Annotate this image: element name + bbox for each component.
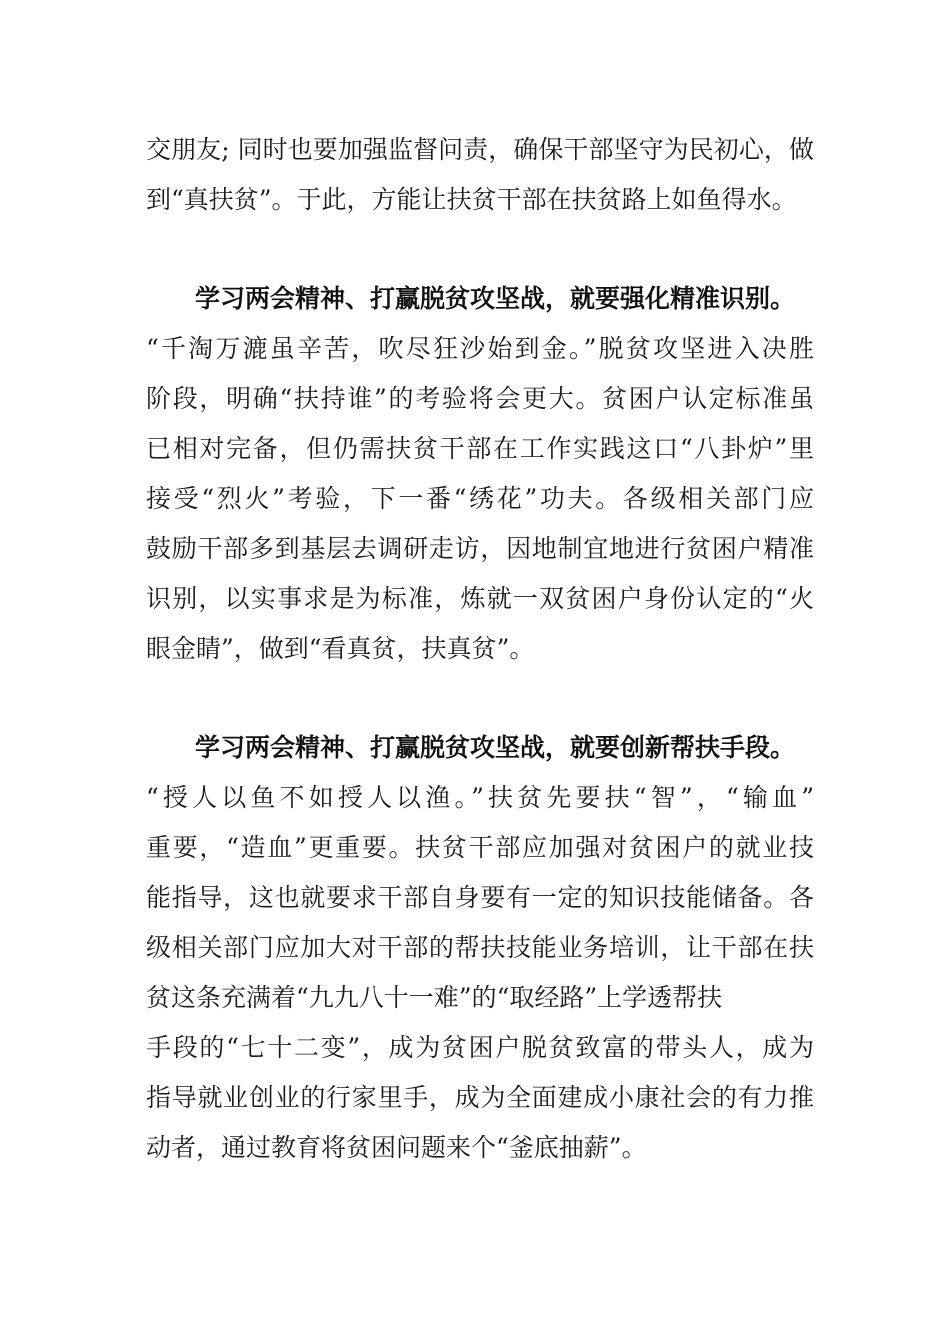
section-1-line-6: 识别，以实事求是为标准，炼就一双贫困户身份认定的“火 [146,584,814,613]
section-2-line-1: “授人以鱼不如授人以渔。”扶贫先要扶“智”，“输血” [146,783,814,812]
paragraph-1-line-1: 交朋友; 同时也要加强监督问责，确保干部坚守为民初心，做 [146,135,814,164]
section-2-line-8: 动者，通过教育将贫困问题来个“釜底抽薪”。 [146,1133,647,1162]
section-2-line-3: 能指导，这也就要求干部自身要有一定的知识技能储备。各 [146,883,814,912]
section-2-line-7: 指导就业创业的行家里手，成为全面建成小康社会的有力推 [146,1083,814,1112]
section-2-heading: 学习两会精神、打赢脱贫攻坚战，就要创新帮扶手段。 [195,733,796,762]
section-2-line-4: 级相关部门应加大对干部的帮扶技能业务培训，让干部在扶 [146,933,814,962]
section-2-line-5: 贫这条充满着“九九八十一难”的“取经路”上学透帮扶 [146,983,723,1012]
section-1-line-2: 阶段，明确“扶持谁”的考验将会更大。贫困户认定标准虽 [146,384,814,413]
section-1-heading: 学习两会精神、打赢脱贫攻坚战，就要强化精准识别。 [195,284,796,313]
paragraph-1-line-2: 到“真扶贫”。于此，方能让扶贫干部在扶贫路上如鱼得水。 [146,185,797,214]
section-1-line-3: 已相对完备，但仍需扶贫干部在工作实践这口“八卦炉”里 [146,434,814,463]
section-1-line-5: 鼓励干部多到基层去调研走访，因地制宜地进行贫困户精准 [146,534,814,563]
section-2-line-6: 手段的“七十二变”，成为贫困户脱贫致富的带头人，成为 [146,1033,814,1062]
section-1-line-1: “千淘万漉虽辛苦，吹尽狂沙始到金。”脱贫攻坚进入决胜 [146,334,814,363]
section-2-line-2: 重要，“造血”更重要。扶贫干部应加强对贫困户的就业技 [146,833,814,862]
section-1-line-4: 接受“烈火”考验，下一番“绣花”功夫。各级相关部门应 [146,484,814,513]
section-1-line-7: 眼金睛”，做到“看真贫，扶真贫”。 [146,634,535,663]
